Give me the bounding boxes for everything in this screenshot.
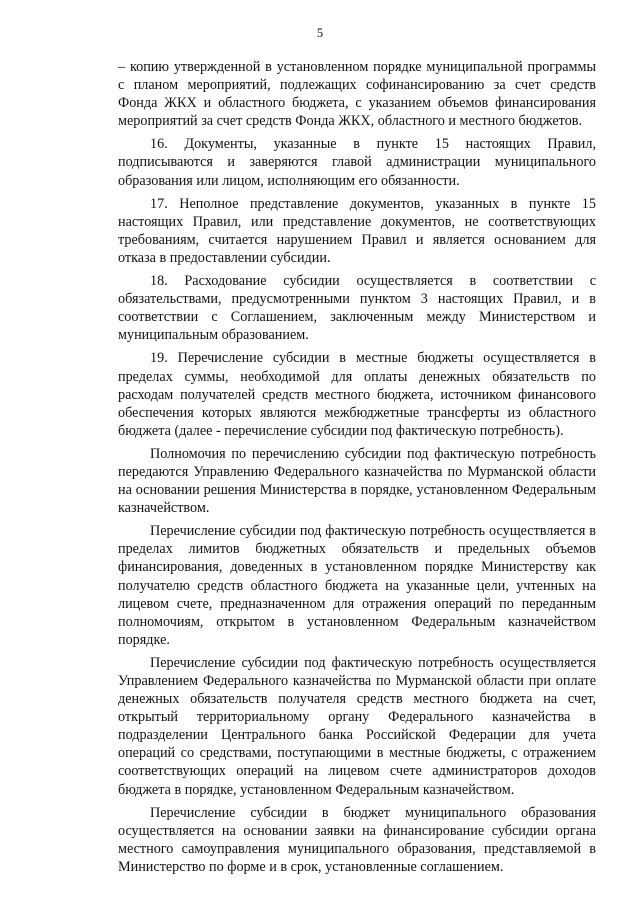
paragraph-limits: Перечисление субсидии под фактическую потребность осуществляется в пределах лимитов бюджетных обязательств и предельных объемов финансирования, доведенных в установленном порядке Министерству как получателю средств областного бюджета на указанные цели, учтенных на лицевом счете, предназначенном для отражения операций по переданным полномочиям, открытом в установленном Федеральным казначейством порядке.: [118, 523, 596, 648]
document-body: [118, 58, 596, 881]
paragraph-17: 17. Неполное представление документов, указанных в пункте 15 настоящих Правил, или представление документов, не соответствующих требованиям, считается нарушением Правил и является основанием для отказа в предоставлении субсидии.: [118, 195, 596, 266]
paragraph-copy-program: – копию утвержденной в установленном порядке муниципальной программы с планом мероприятий, подлежащих софинансированию за счет средств Фонда ЖКХ и областного бюджета, с указанием объемов финансирования мероприятий за счет средств Фонда ЖКХ, областного и местного бюджетов.: [118, 59, 596, 130]
paragraph-authority: Полномочия по перечислению субсидии под фактическую потребность передаются Управлению Федерального казначейства по Мурманской области на основании решения Министерства в порядке, установленном Федеральным казначейством.: [118, 445, 596, 517]
paragraph-18: 18. Расходование субсидии осуществляется в соответствии с обязательствами, предусмотренными пунктом 3 настоящих Правил, и в соответствии с Соглашением, заключенным между Министерством и муниципальным образованием.: [118, 273, 596, 344]
paragraph-treasury: Перечисление субсидии под фактическую потребность осуществляется Управлением Федерального казначейства по Мурманской области при оплате денежных обязательств получателя средств местного бюджета на счет, открытый территориальному органу Федерального казначейства в подразделении Центрального банка Российской Федерации для учета операций со средствами, поступающими в местные бюджеты, с отражением соответствующих операций на лицевом счете администраторов доходов бюджета в порядке, установленном Федеральным казначейством.: [118, 654, 596, 798]
paragraph-19: 19. Перечисление субсидии в местные бюджеты осуществляется в пределах суммы, необходимой для оплаты денежных обязательств по расходам получателей средств местного бюджета, источником финансового обеспечения которых являются межбюджетные трансферты из областного бюджета (далее - перечисление субсидии под фактическую потребность).: [118, 350, 596, 439]
paragraph-16: 16. Документы, указанные в пункте 15 настоящих Правил, подписываются и заверяются главой администрации муниципального образования или лицом, исполняющим его обязанности.: [118, 136, 596, 189]
page-number: 5: [316, 26, 324, 40]
paragraph-application: Перечисление субсидии в бюджет муниципального образования осуществляется на основании заявки на финансирование субсидии органа местного самоуправления муниципального образования, представляемой в Министерство по форме и в срок, установленные соглашением.: [118, 804, 596, 875]
